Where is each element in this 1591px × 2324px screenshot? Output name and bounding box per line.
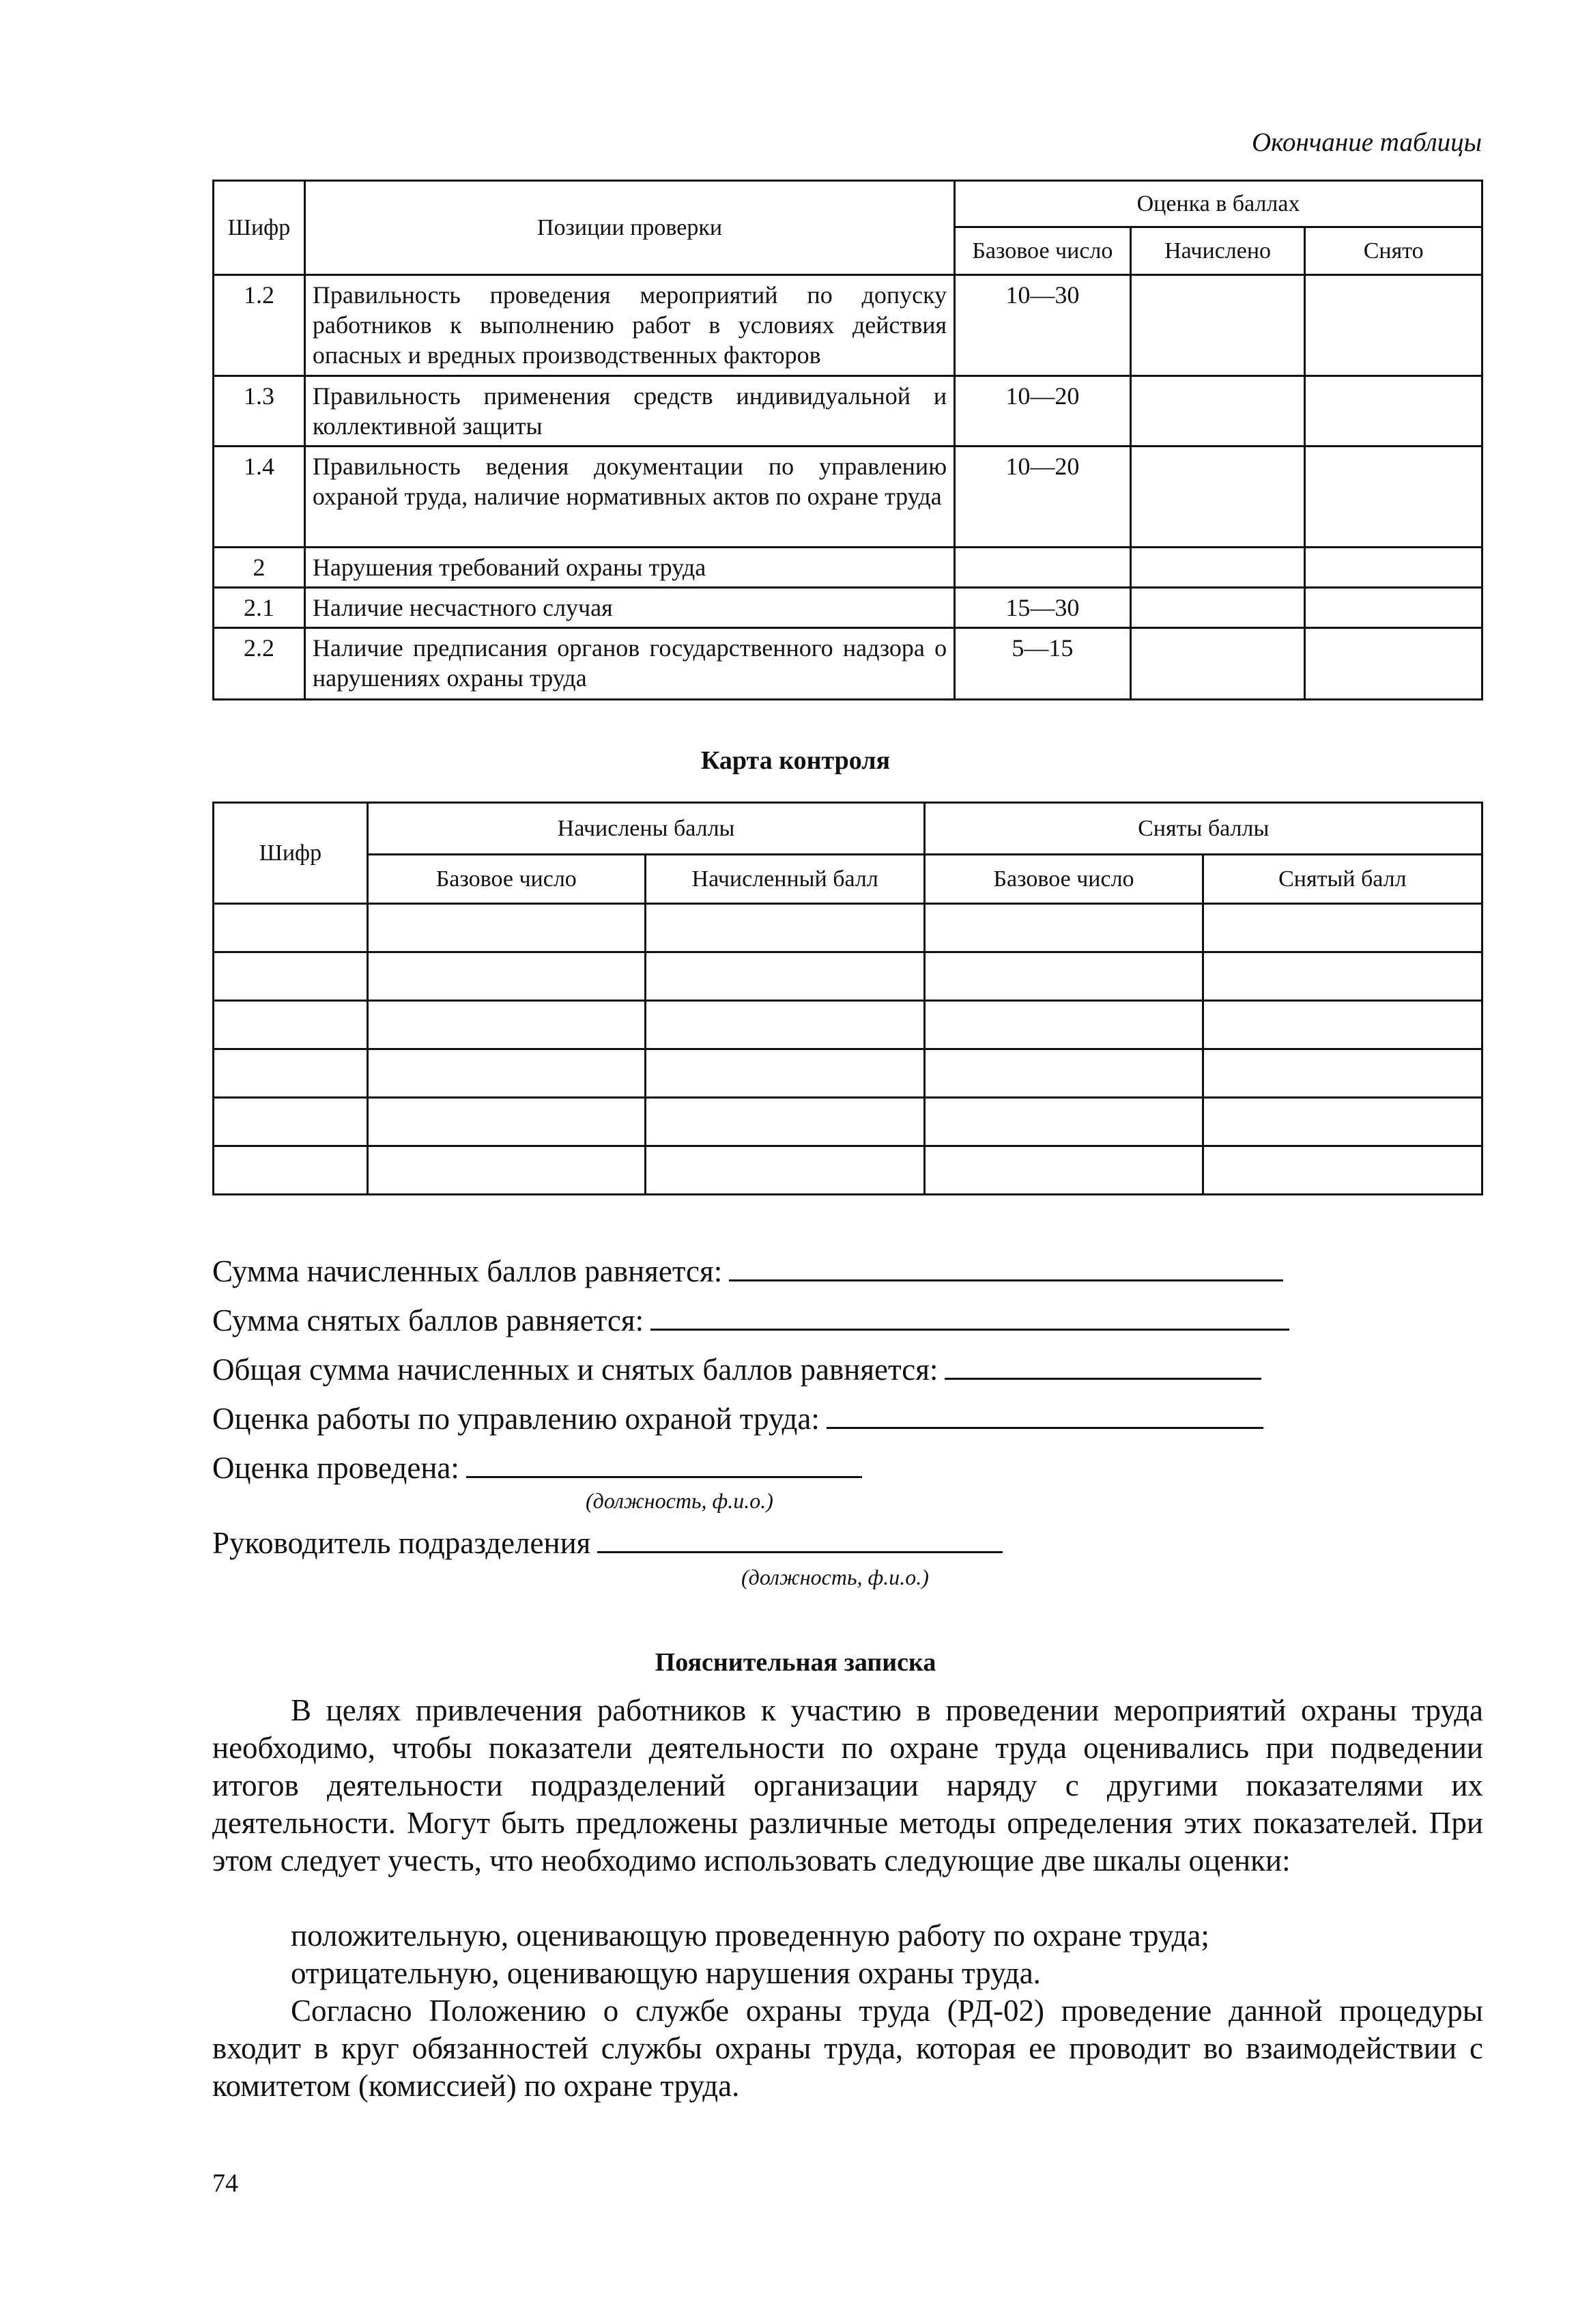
card-header-added-group: Начислены баллы xyxy=(367,803,925,855)
sum-removed-line xyxy=(212,1303,1289,1338)
row-base: 10—20 xyxy=(955,376,1131,447)
row-text: Правильность проведения мероприятий по допуску работников к выполнению работ в условиях действия опасных и вредных производственных факторов xyxy=(304,275,954,376)
sum-added-line xyxy=(212,1253,1283,1289)
conducted-field[interactable] xyxy=(466,1456,862,1478)
empty-cell[interactable] xyxy=(367,904,645,952)
card-header-removed-score: Снятый балл xyxy=(1203,855,1482,904)
row-code: 1.2 xyxy=(214,275,305,376)
empty-cell[interactable] xyxy=(925,1001,1203,1049)
empty-cell[interactable] xyxy=(367,952,645,1001)
row-code: 2.1 xyxy=(214,588,305,628)
card-header-base: Базовое число xyxy=(367,855,645,904)
empty-cell[interactable] xyxy=(367,1001,645,1049)
control-card-title: Карта контроля xyxy=(700,746,891,775)
row-removed xyxy=(1305,628,1482,700)
empty-cell[interactable] xyxy=(214,904,368,952)
header-code: Шифр xyxy=(214,181,305,275)
empty-cell[interactable] xyxy=(1203,952,1482,1001)
page-number: 74 xyxy=(212,2169,238,2198)
empty-cell[interactable] xyxy=(214,1146,368,1195)
row-text: Наличие предписания органов государственного надзора о нарушениях охраны труда xyxy=(304,628,954,700)
row-code: 2 xyxy=(214,548,305,588)
empty-cell[interactable] xyxy=(214,952,368,1001)
empty-cell[interactable] xyxy=(1203,904,1482,952)
row-removed xyxy=(1305,376,1482,447)
row-added xyxy=(1130,548,1305,588)
row-text: Нарушения требований охраны труда xyxy=(304,548,954,588)
row-text: Правильность применения средств индивидуальной и коллективной защиты xyxy=(304,376,954,447)
card-header-removed-group: Сняты баллы xyxy=(925,803,1482,855)
empty-cell[interactable] xyxy=(1203,1049,1482,1098)
row-added xyxy=(1130,376,1305,447)
header-removed: Снято xyxy=(1305,227,1482,275)
header-positions: Позиции проверки xyxy=(304,181,954,275)
note-paragraph: В целях привлечения работников к участию в проведении мероприятий охраны труда необходимо, чтобы показатели деятельности по охране труда оценивались при подведении итогов деятельности подразделений организации наряду с другими показателями их деятельности. Могут быть предложены различные методы определения этих показателей. При этом следует учесть, что необходимо использовать следующие две шкалы оценки: xyxy=(212,1693,1483,1877)
row-code: 1.3 xyxy=(214,376,305,447)
header-base: Базовое число xyxy=(955,227,1131,275)
row-removed xyxy=(1305,588,1482,628)
empty-cell[interactable] xyxy=(1203,1098,1482,1146)
sum-added-label: Сумма начисленных баллов равняется: xyxy=(212,1254,723,1288)
assessment-line xyxy=(212,1401,1263,1436)
empty-cell[interactable] xyxy=(214,1098,368,1146)
sum-removed-field[interactable] xyxy=(650,1308,1289,1331)
head-line xyxy=(212,1525,1003,1561)
header-added: Начислено xyxy=(1130,227,1305,275)
row-added xyxy=(1130,588,1305,628)
continuation-label: Окончание таблицы xyxy=(1252,128,1482,157)
empty-cell[interactable] xyxy=(925,952,1203,1001)
empty-cell[interactable] xyxy=(214,1049,368,1098)
assessment-field[interactable] xyxy=(827,1406,1263,1429)
empty-cell[interactable] xyxy=(645,904,924,952)
note-paragraph: положительную, оценивающую проведенную работу по охране труда; xyxy=(291,1918,1209,1953)
conducted-line xyxy=(212,1450,862,1486)
total-line xyxy=(212,1352,1261,1387)
row-removed xyxy=(1305,447,1482,548)
table-row xyxy=(214,588,1482,628)
note-paragraph: отрицательную, оценивающую нарушения охраны труда. xyxy=(291,1956,1041,1990)
row-base: 10—20 xyxy=(955,447,1131,548)
control-card-table xyxy=(212,802,1483,1195)
total-label: Общая сумма начисленных и снятых баллов равняется: xyxy=(212,1352,938,1387)
total-field[interactable] xyxy=(945,1357,1261,1380)
card-header-base: Базовое число xyxy=(925,855,1203,904)
table-row xyxy=(214,1001,1482,1049)
note-paragraph: Согласно Положению о службе охраны труда (РД-02) проведение данной процедуры входит в круг обязанностей службы охраны труда, которая ее проводит во взаимодействии с комитетом (комиссией) по охране труда. xyxy=(212,1994,1483,2103)
head-label: Руководитель подразделения xyxy=(212,1526,591,1560)
head-hint: (должность, ф.и.о.) xyxy=(741,1565,929,1589)
sum-removed-label: Сумма снятых баллов равняется: xyxy=(212,1303,644,1337)
table-row xyxy=(214,628,1482,700)
row-removed xyxy=(1305,275,1482,376)
empty-cell[interactable] xyxy=(645,1001,924,1049)
empty-cell[interactable] xyxy=(367,1049,645,1098)
row-removed xyxy=(1305,548,1482,588)
inspection-table xyxy=(212,180,1483,700)
table-row xyxy=(214,376,1482,447)
table-row xyxy=(214,275,1482,376)
empty-cell[interactable] xyxy=(645,1049,924,1098)
card-header-code: Шифр xyxy=(214,803,368,904)
row-base xyxy=(955,548,1131,588)
row-text: Наличие несчастного случая xyxy=(304,588,954,628)
empty-cell[interactable] xyxy=(645,1146,924,1195)
row-added xyxy=(1130,628,1305,700)
header-score: Оценка в баллах xyxy=(955,181,1482,227)
row-base: 15—30 xyxy=(955,588,1131,628)
table-row xyxy=(214,904,1482,952)
conducted-hint: (должность, ф.и.о.) xyxy=(586,1488,773,1513)
conducted-label: Оценка проведена: xyxy=(212,1451,459,1485)
row-added xyxy=(1130,275,1305,376)
empty-cell[interactable] xyxy=(214,1001,368,1049)
row-added xyxy=(1130,447,1305,548)
empty-cell[interactable] xyxy=(367,1098,645,1146)
empty-cell[interactable] xyxy=(645,1098,924,1146)
empty-cell[interactable] xyxy=(925,1146,1203,1195)
table-row xyxy=(214,1049,1482,1098)
row-base: 5—15 xyxy=(955,628,1131,700)
table-row xyxy=(214,447,1482,548)
row-code: 2.2 xyxy=(214,628,305,700)
empty-cell[interactable] xyxy=(367,1146,645,1195)
card-header-added-score: Начисленный балл xyxy=(645,855,924,904)
empty-cell[interactable] xyxy=(925,1049,1203,1098)
table-row xyxy=(214,952,1482,1001)
row-text: Правильность ведения документации по управлению охраной труда, наличие нормативных актов по охране труда xyxy=(304,447,954,548)
sum-added-field[interactable] xyxy=(729,1259,1283,1281)
table-row xyxy=(214,1146,1482,1195)
table-row xyxy=(214,1098,1482,1146)
note-title: Пояснительная записка xyxy=(655,1648,936,1677)
empty-cell[interactable] xyxy=(925,904,1203,952)
empty-cell[interactable] xyxy=(1203,1001,1482,1049)
row-code: 1.4 xyxy=(214,447,305,548)
table-row xyxy=(214,548,1482,588)
head-field[interactable] xyxy=(597,1531,1003,1553)
assessment-label: Оценка работы по управлению охраной труда: xyxy=(212,1402,820,1436)
empty-cell[interactable] xyxy=(1203,1146,1482,1195)
empty-cell[interactable] xyxy=(645,952,924,1001)
empty-cell[interactable] xyxy=(925,1098,1203,1146)
row-base: 10—30 xyxy=(955,275,1131,376)
